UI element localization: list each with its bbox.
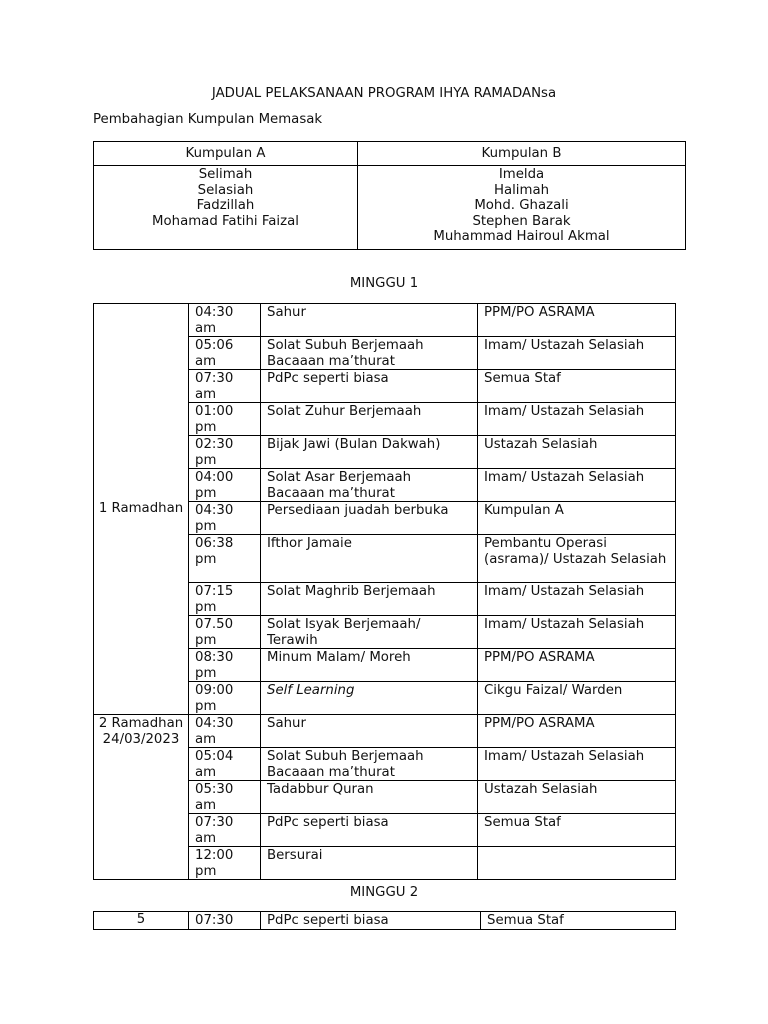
person-in-charge-cell: Cikgu Faizal/ Warden xyxy=(478,682,676,715)
group-a-header: Kumpulan A xyxy=(94,142,358,166)
time-cell: 01:00 pm xyxy=(189,403,261,436)
time-cell: 04:30 am xyxy=(189,715,261,748)
activity-cell: Solat Isyak Berjemaah/ Terawih xyxy=(261,616,478,649)
group-a-members xyxy=(94,166,358,250)
time-cell: 04:30 pm xyxy=(189,502,261,535)
time-cell: 08:30 pm xyxy=(189,649,261,682)
person-in-charge-cell: PPM/PO ASRAMA xyxy=(478,649,676,682)
time-cell: 09:00 pm xyxy=(189,682,261,715)
time-cell: 07:15 pm xyxy=(189,583,261,616)
cooking-groups-table xyxy=(93,141,686,250)
time-cell: 05:04 am xyxy=(189,748,261,781)
group-member: Muhammad Hairoul Akmal xyxy=(433,229,610,244)
day-cell: 1 Ramadhan xyxy=(94,304,189,715)
person-in-charge-cell: Imam/ Ustazah Selasiah xyxy=(478,748,676,781)
time-cell: 07:30 xyxy=(189,912,261,930)
person-in-charge-cell: Semua Staf xyxy=(481,912,676,930)
activity-cell: Solat Subuh Berjemaah Bacaaan ma’thurat xyxy=(261,748,478,781)
document-title: JADUAL PELAKSANAAN PROGRAM IHYA RAMADANsa xyxy=(211,86,557,101)
person-in-charge-cell: Ustazah Selasiah xyxy=(478,436,676,469)
activity-cell: PdPc seperti biasa xyxy=(261,370,478,403)
group-member: Mohamad Fatihi Faizal xyxy=(152,213,299,229)
activity-cell: Minum Malam/ Moreh xyxy=(261,649,478,682)
week-1-label: MINGGU 1 xyxy=(349,276,419,291)
person-in-charge-cell: Semua Staf xyxy=(478,370,676,403)
time-cell: 12:00 pm xyxy=(189,847,261,880)
activity-cell: Bersurai xyxy=(261,847,478,880)
person-in-charge-cell: Semua Staf xyxy=(478,814,676,847)
activity-cell: Ifthor Jamaie xyxy=(261,535,478,583)
person-in-charge-cell: Pembantu Operasi (asrama)/ Ustazah Selasiah xyxy=(478,535,676,583)
person-in-charge-cell: Ustazah Selasiah xyxy=(478,781,676,814)
week-1-schedule-table xyxy=(93,303,676,880)
time-cell: 04:30 am xyxy=(189,304,261,337)
activity-cell: Sahur xyxy=(261,715,478,748)
document-subtitle: Pembahagian Kumpulan Memasak xyxy=(93,112,323,127)
day-cell: 2 Ramadhan 24/03/2023 xyxy=(94,715,189,880)
day-cell: 5 xyxy=(94,912,189,930)
week-2-label: MINGGU 2 xyxy=(349,885,419,900)
group-member: Mohd. Ghazali xyxy=(474,198,569,213)
table-row xyxy=(94,304,676,337)
group-member: Selasiah xyxy=(197,182,254,198)
person-in-charge-cell: PPM/PO ASRAMA xyxy=(478,715,676,748)
activity-cell: Bijak Jawi (Bulan Dakwah) xyxy=(261,436,478,469)
person-in-charge-cell xyxy=(478,847,676,880)
time-cell: 07:30 am xyxy=(189,814,261,847)
activity-cell: Solat Subuh Berjemaah Bacaaan ma’thurat xyxy=(261,337,478,370)
week-2-schedule-table xyxy=(93,911,676,930)
activity-cell: PdPc seperti biasa xyxy=(261,912,481,930)
time-cell: 06:38 pm xyxy=(189,535,261,583)
time-cell: 05:06 am xyxy=(189,337,261,370)
activity-cell: Solat Maghrib Berjemaah xyxy=(261,583,478,616)
person-in-charge-cell: PPM/PO ASRAMA xyxy=(478,304,676,337)
activity-cell: Persediaan juadah berbuka xyxy=(261,502,478,535)
person-in-charge-cell: Kumpulan A xyxy=(478,502,676,535)
activity-cell: Self Learning xyxy=(261,682,478,715)
activity-cell: Solat Zuhur Berjemaah xyxy=(261,403,478,436)
activity-cell: Solat Asar Berjemaah Bacaaan ma’thurat xyxy=(261,469,478,502)
time-cell: 05:30 am xyxy=(189,781,261,814)
time-cell: 04:00 pm xyxy=(189,469,261,502)
group-member: Stephen Barak xyxy=(472,213,571,229)
person-in-charge-cell: Imam/ Ustazah Selasiah xyxy=(478,616,676,649)
group-b-members xyxy=(358,166,686,250)
person-in-charge-cell: Imam/ Ustazah Selasiah xyxy=(478,403,676,436)
person-in-charge-cell: Imam/ Ustazah Selasiah xyxy=(478,469,676,502)
activity-cell: PdPc seperti biasa xyxy=(261,814,478,847)
activity-cell: Sahur xyxy=(261,304,478,337)
group-member: Imelda xyxy=(498,167,545,182)
group-member: Selimah xyxy=(198,167,253,182)
group-member: Halimah xyxy=(493,182,550,198)
time-cell: 02:30 pm xyxy=(189,436,261,469)
person-in-charge-cell: Imam/ Ustazah Selasiah xyxy=(478,337,676,370)
activity-cell: Tadabbur Quran xyxy=(261,781,478,814)
table-row xyxy=(94,912,676,930)
time-cell: 07:30 am xyxy=(189,370,261,403)
time-cell: 07.50 pm xyxy=(189,616,261,649)
group-b-header: Kumpulan B xyxy=(358,142,686,166)
table-row xyxy=(94,715,676,748)
person-in-charge-cell: Imam/ Ustazah Selasiah xyxy=(478,583,676,616)
group-member: Fadzillah xyxy=(196,198,255,213)
